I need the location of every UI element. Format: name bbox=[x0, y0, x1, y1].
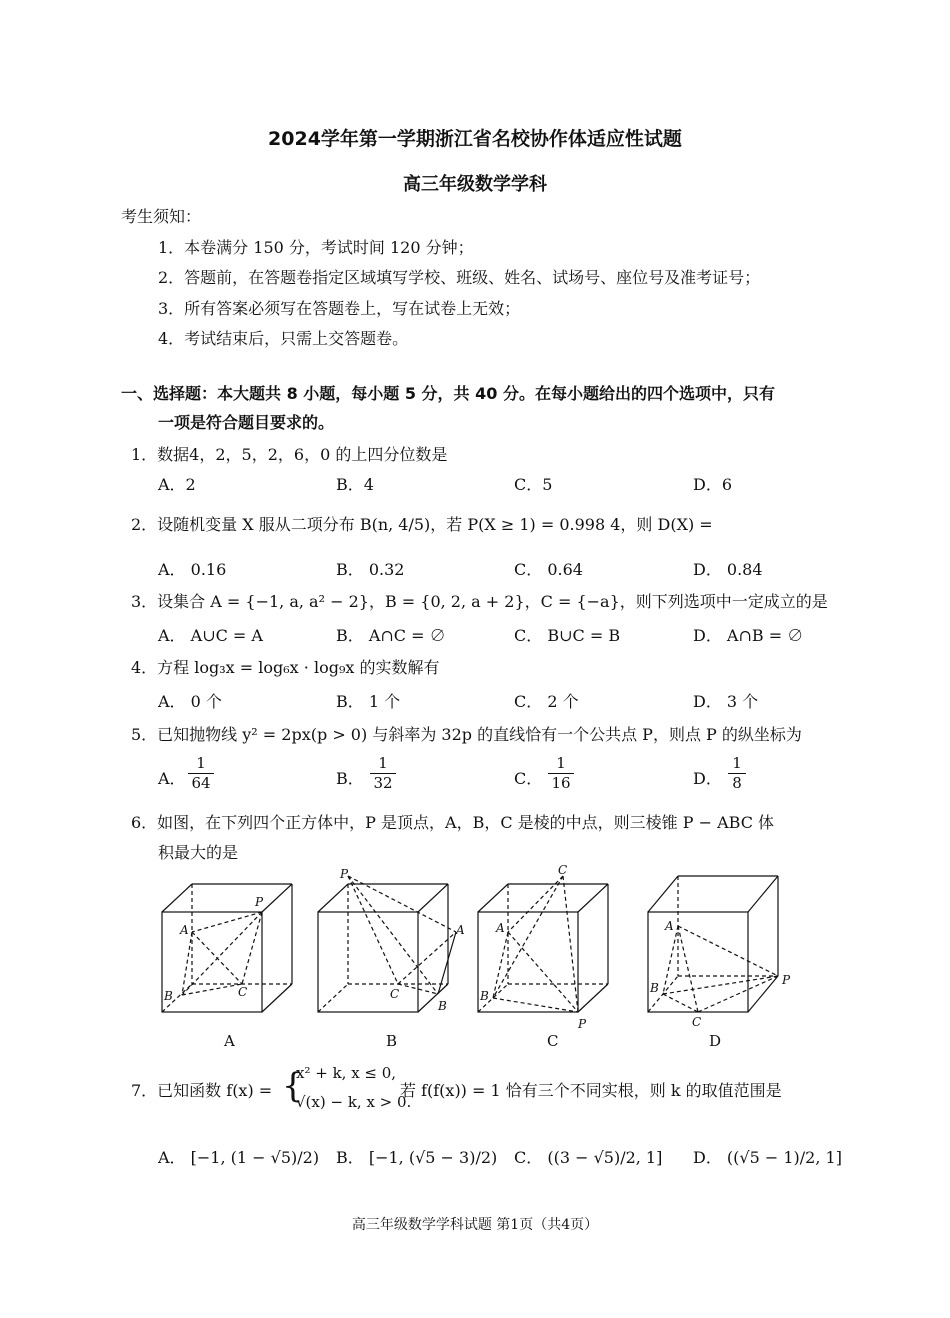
point-label: P bbox=[340, 867, 349, 881]
point-label: A bbox=[665, 919, 674, 933]
question-stem: 4．方程 log₃x = log₆x · log₉x 的实数解有 bbox=[131, 658, 440, 677]
point-label: C bbox=[238, 985, 248, 999]
question-stem: 3．设集合 A = {−1, a, a² − 2}，B = {0, 2, a + 2}，C = {−a}，则下列选项中一定成立的是 bbox=[131, 592, 828, 611]
point-label: B bbox=[164, 989, 173, 1003]
denominator: 32 bbox=[370, 773, 396, 793]
option-b: B． 0.32 bbox=[336, 560, 405, 579]
option-a: A． A∪C = A bbox=[158, 626, 263, 645]
page-footer: 高三年级数学学科试题 第1页（共4页） bbox=[351, 1217, 599, 1233]
figure-label-d: D bbox=[709, 1032, 722, 1050]
denominator: 8 bbox=[728, 773, 746, 793]
option-c: C． 0.64 bbox=[514, 560, 583, 579]
numerator: 1 bbox=[732, 754, 742, 772]
option-c: C． 2 个 bbox=[514, 692, 579, 711]
cube-c-figure bbox=[478, 876, 608, 1012]
option-a: A． bbox=[158, 769, 186, 788]
option-a: A． 0.16 bbox=[158, 560, 227, 579]
option-d: D．6 bbox=[693, 475, 733, 494]
piecewise-case: √(x) − k, x > 0. bbox=[296, 1093, 412, 1111]
notice-heading: 考生须知： bbox=[121, 207, 202, 226]
option-b: B． 1 个 bbox=[336, 692, 401, 711]
brace-icon: { bbox=[282, 1066, 304, 1106]
page-title: 2024学年第一学期浙江省名校协作体适应性试题 bbox=[268, 128, 682, 150]
point-label: B bbox=[480, 989, 489, 1003]
point-label: C bbox=[692, 1015, 702, 1029]
option-d: D． 0.84 bbox=[693, 560, 763, 579]
fraction bbox=[188, 754, 214, 793]
question-stem-cont: 积最大的是 bbox=[158, 843, 239, 862]
option-c: C．5 bbox=[514, 475, 553, 494]
option-b: B． A∩C = ∅ bbox=[336, 626, 446, 645]
section-heading: 一、选择题：本大题共 8 小题，每小题 5 分，共 40 分。在每小题给出的四个选项中，只有 bbox=[121, 384, 775, 403]
notice-item: 1．本卷满分 150 分，考试时间 120 分钟； bbox=[158, 238, 474, 257]
option-b: B．4 bbox=[336, 475, 374, 494]
option-c: C． ((3 − √5)/2, 1] bbox=[514, 1148, 663, 1167]
point-label: B bbox=[438, 999, 447, 1013]
question-stem: 6．如图，在下列四个正方体中，P 是顶点，A，B，C 是棱的中点，则三棱锥 P − ABC 体 bbox=[131, 813, 775, 832]
point-label: A bbox=[456, 923, 465, 937]
cube-figures bbox=[150, 862, 810, 1032]
question-stem: 1．数据4，2，5，2，6，0 的上四分位数是 bbox=[131, 445, 448, 464]
piecewise-case: x² + k, x ≤ 0, bbox=[296, 1064, 397, 1082]
notice-item: 3．所有答案必须写在答题卷上，写在试卷上无效； bbox=[158, 299, 521, 318]
question-stem-cont: 若 f(f(x)) = 1 恰有三个不同实根，则 k 的取值范围是 bbox=[400, 1081, 782, 1100]
fraction bbox=[548, 754, 574, 793]
denominator: 16 bbox=[548, 773, 574, 793]
point-label: P bbox=[782, 973, 791, 987]
cube-b-figure bbox=[318, 876, 456, 1012]
numerator: 1 bbox=[556, 754, 566, 772]
option-c: C． B∪C = B bbox=[514, 626, 621, 645]
option-a: A． [−1, (1 − √5)/2) bbox=[158, 1148, 320, 1167]
fraction bbox=[370, 754, 396, 793]
option-d: D． bbox=[693, 769, 722, 788]
cube-d-figure bbox=[648, 876, 778, 1012]
numerator: 1 bbox=[196, 754, 206, 772]
option-d: D． A∩B = ∅ bbox=[693, 626, 804, 645]
option-a: A． 0 个 bbox=[158, 692, 222, 711]
option-c: C． bbox=[514, 769, 543, 788]
figure-label-b: B bbox=[386, 1032, 398, 1050]
point-label: B bbox=[650, 981, 659, 995]
numerator: 1 bbox=[378, 754, 388, 772]
page-subtitle: 高三年级数学学科 bbox=[403, 174, 547, 195]
figure-label-c: C bbox=[547, 1032, 559, 1050]
section-heading-cont: 一项是符合题目要求的。 bbox=[158, 413, 335, 432]
point-label: A bbox=[180, 923, 189, 937]
option-b: B． [−1, (√5 − 3)/2) bbox=[336, 1148, 498, 1167]
notice-item: 2．答题前，在答题卷指定区域填写学校、班级、姓名、试场号、座位号及准考证号； bbox=[158, 268, 761, 287]
point-label: C bbox=[558, 863, 568, 877]
point-label: P bbox=[578, 1017, 587, 1031]
question-stem: 7．已知函数 f(x) = bbox=[131, 1081, 273, 1100]
option-d: D． ((√5 − 1)/2, 1] bbox=[693, 1148, 842, 1167]
figure-label-a: A bbox=[224, 1032, 235, 1050]
question-stem: 2．设随机变量 X 服从二项分布 B(n, 4/5)，若 P(X ≥ 1) = 0.998 4，则 D(X) = bbox=[131, 515, 713, 534]
point-label: P bbox=[255, 895, 264, 909]
denominator: 64 bbox=[188, 773, 214, 793]
point-label: C bbox=[390, 987, 400, 1001]
notice-item: 4．考试结束后，只需上交答题卷。 bbox=[158, 329, 409, 348]
fraction bbox=[728, 754, 746, 793]
option-b: B． bbox=[336, 769, 364, 788]
point-label: A bbox=[496, 921, 505, 935]
question-stem: 5．已知抛物线 y² = 2px(p > 0) 与斜率为 32p 的直线恰有一个公共点 P，则点 P 的纵坐标为 bbox=[131, 725, 802, 744]
cube-a-figure bbox=[162, 884, 292, 1012]
option-a: A．2 bbox=[158, 475, 196, 494]
option-d: D． 3 个 bbox=[693, 692, 759, 711]
